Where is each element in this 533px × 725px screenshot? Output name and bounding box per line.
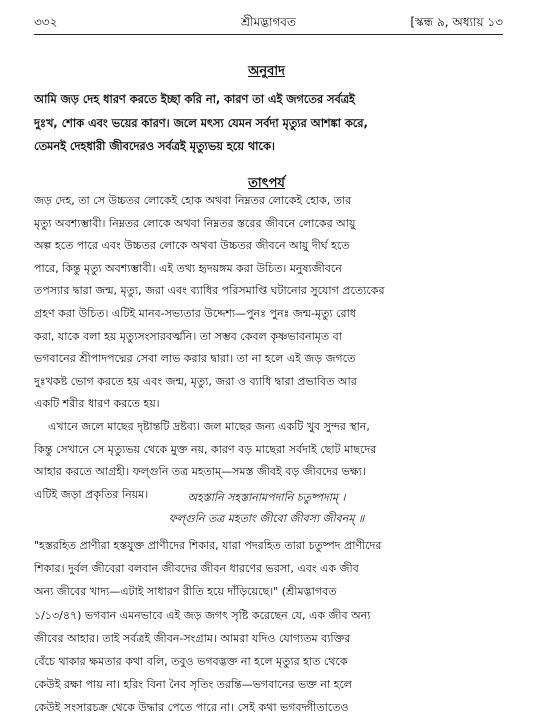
verse-line: অহস্তানি সহস্তানামপদানি চতুষ্পদাম্ ।	[187, 491, 346, 504]
purport-heading: তাৎপর্য	[248, 176, 285, 191]
quote-line: ১/১৩/৪৭) ভগবান এমনভাবে এই জড় জগৎ সৃষ্টি করেছেন যে, এক জীব অন্য	[34, 608, 371, 622]
verse-line: ফল্গুনি তত্র মহতাং জীবো জীবস্য জীবনম্ ॥	[168, 511, 365, 525]
quote-line: বেঁচে থাকার ক্ষমতার কথা বলি, তবুও ভগবদ্ভক্ত না হলে মৃত্যুর হাত থেকে	[34, 655, 348, 669]
translation-heading: অনুবাদ	[248, 64, 285, 79]
translation-line: তেমনই দেহধারী জীবদেরও সর্বত্রই মৃত্যুভয় হয়ে থাকে।	[34, 140, 275, 153]
quote-line: জীবের আহার। তাই সর্বত্রই জীবন-সংগ্রাম। আমরা যদিও যোগ্যতম ব্যক্তির	[34, 631, 351, 645]
purport-paragraph	[34, 190, 502, 506]
quote-line: কেউই সংসারচক্র থেকে উদ্ধার পেতে পারে না। সেই কথা ভগবদ্গীতাতেও	[34, 701, 349, 715]
purport-line: গ্রহণ করা উচিত। এটিই মানব-সভ্যতার উদ্দেশ্য—পুনঃ পুনঃ জন্ম-মৃত্যু রোধ	[34, 306, 356, 320]
purport-line: একটি শরীর ধারণ করতে হয়।	[34, 397, 160, 411]
quote-line: কেউই রক্ষা পায় না। হরিং বিনা নৈব সৃতিং তরন্তি—ভগবানের ভক্ত না হলে	[34, 678, 352, 692]
purport-line: তপস্যার দ্বারা জন্ম, মৃত্যু, জরা এবং ব্যাধির পরিসমাপ্তি ঘটানোর সুযোগ প্রত্যেকের	[34, 284, 385, 298]
purport-line: আহার করতে আগ্রহী। ফল্গুনি তত্র মহতাম্—সমস্ত জীবই বড় জীবদের ভক্ষ্য।	[34, 465, 366, 479]
page-number: ৩৩২	[34, 15, 58, 29]
purport-line: করা, যাকে বলা হয় মৃত্যুসংসারবর্ত্মনি। তা সম্ভব কেবল কৃষ্ণভাবনামৃত বা	[34, 329, 342, 343]
purport-line: পারে, কিন্তু মৃত্যু অবশ্যম্ভাবী। এই তথ্য হৃদয়ঙ্গম করা উচিত। মনুষ্যজীবনে	[34, 261, 342, 275]
sanskrit-verse	[0, 488, 533, 529]
translation-line: দুঃখ, শোক এবং ভয়ের কারণ। জলে মৎস্য যেমন সর্বদা মৃত্যুর আশঙ্কা করে,	[34, 116, 368, 130]
translation-line: আমি জড় দেহ ধারণ করতে ইচ্ছা করি না, কারণ তা এই জগতের সর্বত্রই	[34, 93, 355, 106]
purport-line: কিন্তু সেখানে সে মৃত্যুভয় থেকে মুক্ত নয়, কারণ বড় মাছেরা সর্বদাই ছোট মাছদের	[34, 442, 377, 456]
purport-line: দুঃখকষ্ট ভোগ করতে হয় এবং জন্ম, মৃত্যু, জরা ও ব্যাধি দ্বারা প্রভাবিত আর	[34, 374, 357, 388]
header-rule	[34, 34, 503, 35]
quote-line: "হস্তরহিত প্রাণীরা হস্তযুক্ত প্রাণীদের শিকার, যারা পদরহিত তারা চতুষ্পদ প্রাণীদের	[34, 539, 382, 552]
purport-line: এখানে জলে মাছের দৃষ্টান্তটি দ্রষ্টব্য। জল মাছের জন্য একটি খুব সুন্দর স্থান,	[48, 419, 370, 433]
purport-line: ভগবানের শ্রীপাদপদ্মের সেবা লাভ করার দ্বারা। তা না হলে এই জড় জগতে	[34, 352, 356, 366]
section-reference: [স্কন্ধ ৯, অধ্যায় ১৩	[410, 15, 503, 29]
book-title: শ্রীমদ্ভাগবত	[240, 15, 296, 29]
purport-line: অল্প হতে পারে এবং উচ্চতর লোকে অথবা উচ্চতর জীবনে আয়ু দীর্ঘ হতে	[34, 239, 350, 253]
quote-line: শিকার। দুর্বল জীবেরা বলবান জীবদের জীবন ধারণের ভরসা, এবং এক জীব	[34, 562, 359, 576]
page-header	[34, 14, 503, 34]
quote-line: অন্য জীবের খাদ্য—এটাই সাধারণ রীতি হয়ে দাঁড়িয়েছে।" (শ্রীমদ্ভাগবত	[34, 585, 337, 599]
purport-line: জড় দেহ, তা সে উচ্চতর লোকেই হোক অথবা নিম্নতর লোকেই হোক, তার	[34, 194, 352, 207]
purport-line: এটিই জড়া প্রকৃতির নিয়ম।	[34, 487, 149, 501]
purport-line: মৃত্যু অবশ্যম্ভাবী। নিম্নতর লোকে অথবা নিম্নতর স্তরের জীবনে লোকের আয়ু	[34, 216, 356, 230]
translation-paragraph	[34, 88, 502, 159]
quote-paragraph	[34, 534, 502, 720]
